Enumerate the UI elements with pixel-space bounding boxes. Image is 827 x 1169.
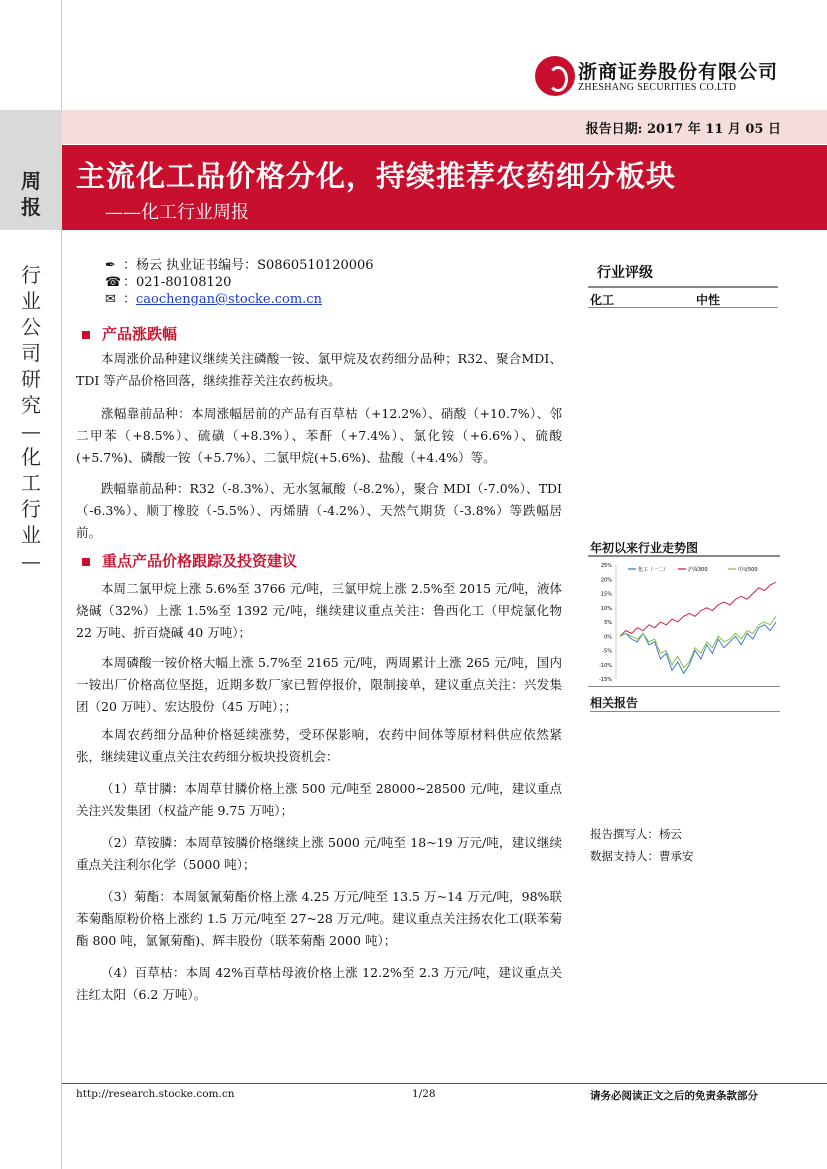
legend-label: 沪深300 <box>688 567 708 573</box>
page-title: 主流化工品价格分化，持续推荐农药细分板块 <box>76 159 677 193</box>
report-type-char: 周 <box>21 169 41 193</box>
company-name-en: ZHESHANG SECURITIES CO.LTD <box>578 82 737 93</box>
report-category-char: 行 <box>21 497 41 521</box>
report-category-char: 行 <box>21 263 41 287</box>
report-category-char: 究 <box>21 393 41 417</box>
section-heading-text: 重点产品价格跟踪及投资建议 <box>102 552 298 570</box>
report-category-label <box>18 262 44 574</box>
report-category-char: 化 <box>21 445 41 469</box>
rating-industry: 化工 <box>590 293 615 307</box>
paragraph: （2）草铵膦：本周草铵膦价格继续上涨 5000 元/吨至 18~19 万元/吨，建议继续重点关注利尔化学（5000 吨）； <box>76 835 562 872</box>
paragraph: （4）百草枯：本周 42%百草枯母液价格上涨 12.2%至 2.3 万元/吨，建议重点关注红太阳（6.2 万吨）。 <box>76 965 562 1002</box>
author-phone: ：021-80108120 <box>123 275 232 290</box>
mail-icon: ✉ <box>105 292 116 307</box>
paragraph: （3）菊酯：本周氯氰菊酯价格上涨 4.25 万元/吨至 13.5 万~14 万元/吨，98%联苯菊酯原粉价格上涨约 1.5 万元/吨至 27~28 万元/吨。建议重点关注扬农化工(联苯菊酯 800 吨，氯氰菊酯)、辉丰股份（联苯菊酯 2000 吨）； <box>76 889 562 948</box>
report-category-char: 业 <box>21 289 41 313</box>
report-category-char: — <box>21 419 41 443</box>
report-type-label <box>18 168 44 220</box>
chart-title: 年初以来行业走势图 <box>590 541 699 555</box>
report-category-char: 工 <box>21 471 41 495</box>
paragraph: （1）草甘膦：本周草甘膦价格上涨 500 元/吨至 28000~28500 元/吨，建议重点关注兴发集团（权益产能 9.75 万吨）； <box>76 781 562 818</box>
rating-value: 中性 <box>696 293 721 307</box>
paragraph: 跌幅靠前品种：R32（-8.3%）、无水氢氟酸（-8.2%），聚合 MDI（-7.0%）、TDI（-6.3%）、顺丁橡胶（-5.5%）、丙烯腈（-4.2%）、天然气期货（-3.8%）等跌幅居前。 <box>76 481 562 540</box>
y-tick-label: 5% <box>604 620 612 626</box>
paragraph: 涨幅靠前品种：本周涨幅居前的产品有百草枯（+12.2%）、硝酸（+10.7%）、邻二甲苯（+8.5%）、硫磺（+8.3%）、苯酐（+7.4%）、氯化铵（+6.6%）、硫酸(+5.7%)、磷酸一铵（+5.7%）、二氯甲烷(+5.6%)、盐酸（+4.4%）等。 <box>76 406 562 465</box>
footer-disclaimer: 请务必阅读正文之后的免责条款部分 <box>590 1090 758 1102</box>
company-logo-icon <box>535 56 575 96</box>
section-heading-text: 产品涨跌幅 <box>102 325 178 343</box>
phone-icon: ☎ <box>105 275 122 290</box>
y-tick-label: -15% <box>599 677 612 683</box>
related-reports-title: 相关报告 <box>590 694 780 712</box>
email-colon: ： <box>123 292 137 307</box>
section-bullet-icon <box>82 331 90 339</box>
trend-chart <box>588 555 780 687</box>
paragraph: 本周农药细分品种价格延续涨势，受环保影响，农药中间体等原材料供应依然紧张，继续建议重点关注农药细分板块投资机会： <box>76 727 562 764</box>
report-category-char: 司 <box>21 341 41 365</box>
y-tick-label: -5% <box>602 648 612 655</box>
paragraph: 本周磷酸一铵价格大幅上涨 5.7%至 2165 元/吨，两周累计上涨 265 元/吨，国内一铵出厂价格高位坚挺，近期多数厂家已暂停报价，限制接单，建议重点关注：兴发集团（20 万吨）、宏达股份（45 万吨）；； <box>76 655 562 714</box>
rating-table <box>588 286 778 308</box>
trend-chart-svg <box>588 557 780 687</box>
section-heading <box>82 323 177 344</box>
pen-icon: ✒ <box>105 258 116 273</box>
data-supporter: 数据支持人：曹承安 <box>590 849 694 863</box>
author-name: ：杨云 执业证书编号：S0860510120006 <box>123 258 374 273</box>
report-category-char: — <box>21 549 41 573</box>
author-email-link[interactable]: caochengan@stocke.com.cn <box>136 292 322 307</box>
y-tick-label: -10% <box>599 662 612 669</box>
rating-title: 行业评级 <box>597 265 653 281</box>
y-tick-label: 10% <box>600 605 612 612</box>
series-line <box>620 582 776 636</box>
report-category-char: 研 <box>21 367 41 391</box>
report-writer: 报告撰写人：杨云 <box>590 827 682 841</box>
y-tick-label: 0% <box>604 634 612 641</box>
report-category-char: 公 <box>21 315 41 339</box>
email-row <box>105 288 322 307</box>
footer-divider <box>62 1083 827 1084</box>
y-tick-label: 15% <box>600 591 612 598</box>
report-type-char: 报 <box>21 195 41 219</box>
legend-label: 化工（一二） <box>638 567 669 573</box>
section-bullet-icon <box>82 558 90 566</box>
paragraph: 本周涨价品种建议继续关注磷酸一铵、氯甲烷及农药细分品种；R32、聚合MDI、TDI 等产品价格回落，继续推荐关注农药板块。 <box>76 351 562 388</box>
page-number: 1/28 <box>412 1088 436 1100</box>
section-heading <box>82 550 297 571</box>
y-tick-label: 20% <box>600 577 612 584</box>
series-line <box>620 616 776 667</box>
report-category-char: 业 <box>21 523 41 547</box>
legend-label: 中证500 <box>738 567 758 573</box>
company-name-cn: 浙商证券股份有限公司 <box>578 61 779 83</box>
report-date: 报告日期: 2017 年 11 月 05 日 <box>585 122 781 137</box>
paragraph: 本周二氯甲烷上涨 5.6%至 3766 元/吨，三氯甲烷上涨 2.5%至 2015 元/吨，液体烧碱（32%）上涨 1.5%至 1392 元/吨，继续建议重点关注：鲁西化工（甲烷氯化物 22 万吨、折百烧碱 40 万吨）； <box>76 581 562 640</box>
footer-url[interactable]: http://research.stocke.com.cn <box>76 1088 235 1100</box>
page-subtitle: ——化工行业周报 <box>105 202 249 223</box>
y-tick-label: 25% <box>600 563 612 569</box>
